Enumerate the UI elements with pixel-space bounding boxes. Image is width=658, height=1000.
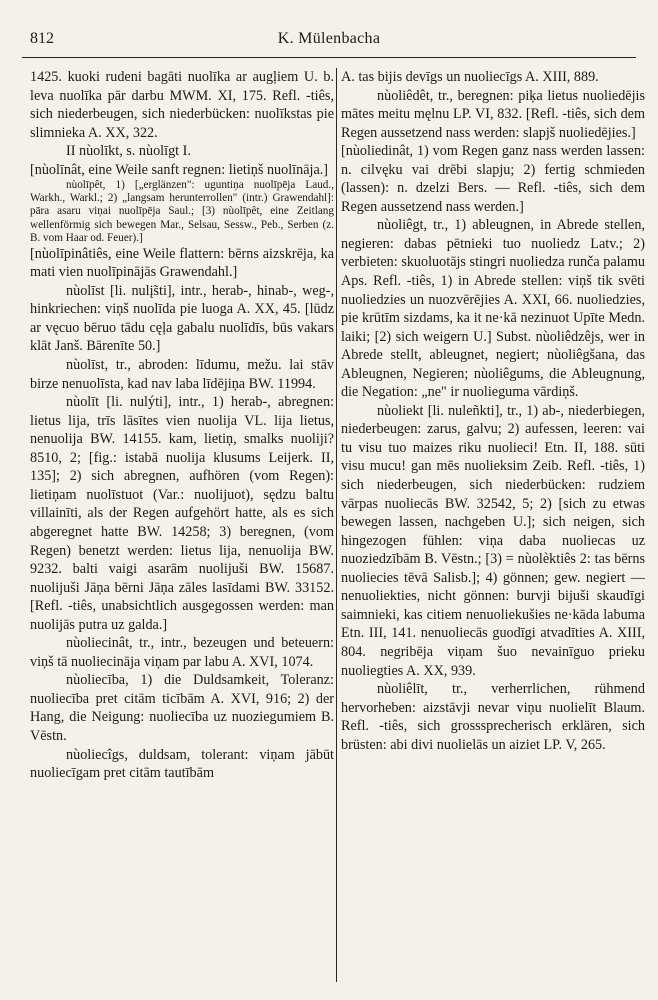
dictionary-entry: nùoliekt [li. nuleñkti], tr., 1) ab-, niederbiegen, niederbeugen: zarus, galvu; 2) aufessen, leeren: vai tu visu tuo maizes riku nuolieci! Etn. II, 188. sūti visu mucu! gan mēs nuolieksim Zeib. Refl. -tiês, 1) sich niederbeugen, sich niederbücken: rudziem vārpas nuoliecās BW. 32542, 5; 2) [sich zu etwas bewegen lassen, nachgeben U.]; sich neigen, sich hingezogen fühlen: viņa daba nuoliecas uz nuoziedzībām B. Vēstn.; [3) = nùolèktiês 2: tas bērns nuoliecies tēvā Salisb.]; 4) gönnen; gew. negiert — nenuoliekties, nicht gönnen: burvji bijuši skaudīgi saimnieki, kas citiem nenuoliekušies ne·kāda labuma Etn. III, 141. nenuoliecās guodīgi atvadīties A. XIII, 804. negribēja viņam šuo nevainīguo prieku nuoliegties A. XX, 939.: [341, 402, 645, 679]
column-divider: [336, 68, 337, 982]
dictionary-entry: [nùolīnât, eine Weile sanft regnen: lietiņš nuolīnāja.]: [30, 161, 329, 178]
dictionary-entry: II nùolīkt, s. nùolīgt I.: [66, 143, 191, 160]
dictionary-entry: A. tas bijis devīgs un nuoliecīgs A. XIII, 889.: [341, 69, 599, 85]
dictionary-entry: nùoliecība, 1) die Duldsamkeit, Toleranz: nuoliecība pret citām ticībām A. XVI, 916; 2) der Hang, die Neigung: nuoliecība uz nuoziegumiem B. Vēstn.: [30, 672, 334, 744]
dictionary-entry: nùolīpêt, 1) [„erglänzen": uguntiņa nuolīpēja Laud., Warkh., Warkl.; 2) „langsam herunterrollen" (intr.) Grawendahl]: pāra asaru viņai nuolīpēja Saul.; [3) nùolīpêt, eine Zeitlang wellenförmig sich bewegen Mar., Selsau, Sessw., Peb., Serben (z. B. vom Haar od. Feuer).]: [30, 179, 334, 244]
dictionary-entry: nùolīst [li. nulį̃sti], intr., herab-, hinab-, weg-, hinkriechen: viņš nuolīda pie luoga A. XX, 45. [lūdz ar vęcuo bēruo tādu cęļa gabalu nuolīdīs, būs vakars klāt Janš. Bārenīte 50.]: [30, 282, 334, 355]
dictionary-entry: [nùoliedinât, 1) vom Regen ganz nass werden lassen: n. cilvęku vai drēbi slapju; 2) fertig schmieden (lassen): n. dzelzi Bers. — Refl. -tiês, sich dem Regen aussetzend nass werden.]: [341, 143, 645, 215]
left-column: [30, 68, 334, 783]
dictionary-entry: [nùolīpinâtiês, eine Weile flattern: bērns aizskrēja, ka mati vien nuolīpinājās Grawendahl.]: [30, 245, 334, 281]
dictionary-entry: nùoliecîgs, duldsam, tolerant: viņam jābūt nuoliecīgam pret citām tautībām: [30, 746, 334, 782]
dictionary-entry: nùoliêdêt, tr., beregnen: piķa lietus nuoliedējis mātes meitu męlnu LP. VI, 832. [Refl. -tiês, sich dem Regen aussetzend nass werden: slapjš nuoliedējies.]: [341, 87, 645, 141]
page-header: [22, 30, 636, 56]
dictionary-entry: nùoliecinât, tr., intr., bezeugen und beteuern: viņš tā nuoliecināja viņam par labu A. XVI, 1074.: [30, 635, 334, 670]
dictionary-entry: nùolīt [li. nulýti], intr., 1) herab-, abregnen: lietus lija, trīs lāsītes vien nuolija VL. lija lietus, nenuolija BW. 14155. kam, lietiņ, smalks nuoliji? 8510, 2; [fig.: istabā nuolija klusums Leijerk. II, 135]; 2) sich abregnen, aufhören (vom Regen): lietiņam nuolīstuot (Var.: nuolijuot), sędzu baltu villainīti, als der Regen aufgehört hatte, als es sich abgeregnet hatte BW. 14258; 3) beregnen, (vom Regen) benetzt werden: lietus lija, nenuolija BW. 9232. balti vaigi asarām nuolijuši BW. 15687. nuolijuši Jāņa bērni Jāņa zāles lasīdami BW. 33152. [Refl. -tiês, unabsichtlich ausgegossen werden: man nuolijās putra uz galda.]: [30, 394, 334, 633]
dictionary-entry: 1425. kuoki rudeni bagāti nuolīka ar augļiem U. b. leva nuolīka pār darbu MWM. XI, 175. Refl. -tiês, sich niederbeugen, sich niederbücken: nuolīkstas pie slimnieka A. XX, 322.: [30, 69, 334, 141]
dictionary-entry: nùolīst, tr., abroden: līdumu, mežu. lai stāv birze nenuolīsta, kad nav laba līdējiņa BW. 11994.: [30, 357, 334, 392]
right-column: [341, 68, 645, 754]
page-number: 812: [30, 30, 54, 47]
header-rule: [22, 57, 636, 58]
running-head-author: K. Mülenbacha: [277, 30, 381, 47]
dictionary-entry: nùoliêlīt, tr., verherrlichen, rühmend hervorheben: aizstāvji nevar viņu nuolielīt Blaum. Refl. -tiês, sich grosssprecherisch erklären, sich brüsten: abi divi nuolielās un aiziet LP. V, 265.: [341, 681, 645, 753]
dictionary-entry: nùoliêgt, tr., 1) ableugnen, in Abrede stellen, negieren: dabas pētnieki tuo nuoliedz Latv.; 2) verbieten: skuoluotājs stingri nuoliedza runča palamu Aps. Refl. -tiês, 1) in Abrede stellen: viņš tik svēti nuoliedzies un nuozvērējies A. XXI, 66. nuoliedzies, pie krūtīm sizdams, ka it ne·kā nezinuot Upīte Medn. laiki; [2) sich weigern U.] Subst. nùoliêdzêjs, wer in Abrede stellt, ableugnet, negiert; nùoliêgšana, das Ableugnen, Negieren; nùoliêgums, die Ableugnung, die Negation: „ne" ir nuolieguma vārdiņš.: [341, 217, 645, 401]
